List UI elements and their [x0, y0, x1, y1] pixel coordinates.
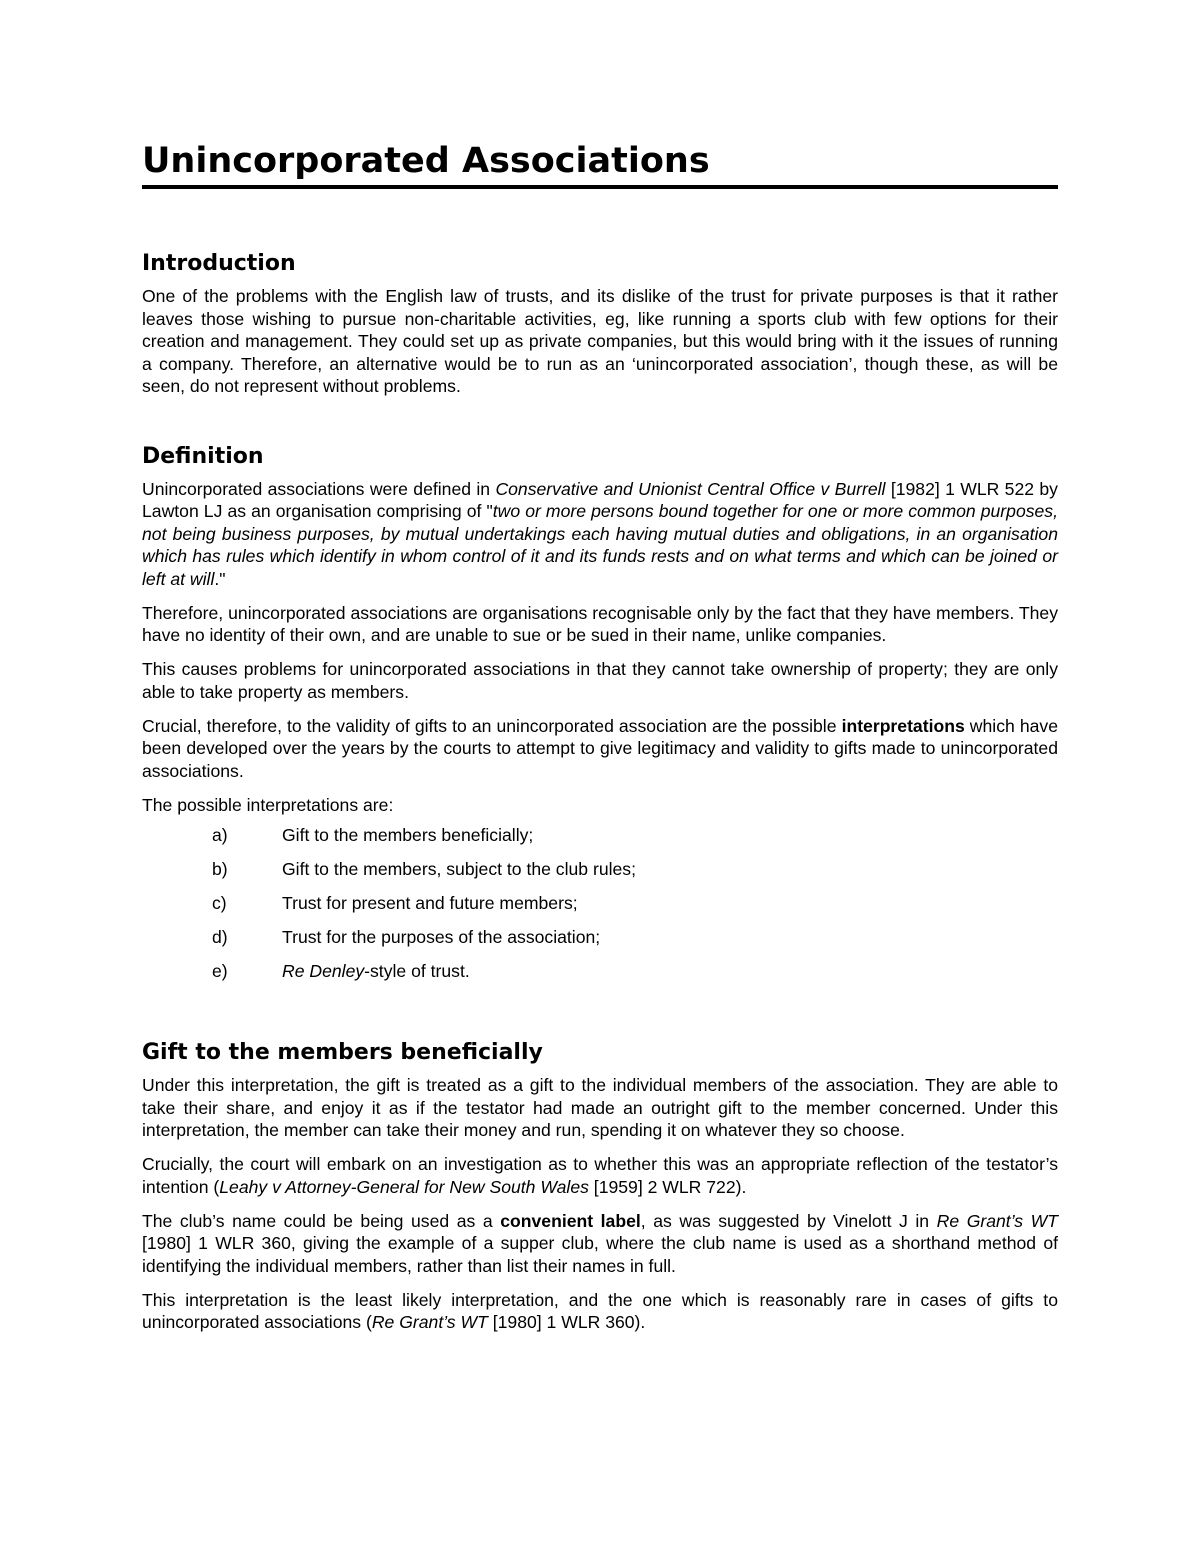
- gift-paragraph-2: [142, 1153, 1058, 1198]
- definition-paragraph-3: This causes problems for unincorporated associations in that they cannot take ownership of property; they are only able to take property as members.: [142, 659, 1058, 702]
- section-heading-introduction: Introduction: [142, 251, 296, 276]
- definition-paragraph-4: [142, 715, 1058, 783]
- case-citation: Re Grant’s WT: [371, 1312, 488, 1332]
- text-run: Crucially, the court will embark on an investigation as to whether this was an appropriate reflection of the testator’s intention (: [142, 1154, 1058, 1197]
- list-marker: c): [212, 893, 227, 913]
- case-citation: Re Denley: [282, 961, 365, 981]
- text-run: Crucial, therefore, to the validity of gifts to an unincorporated association are the possible: [142, 715, 842, 736]
- list-item: [142, 926, 1058, 960]
- list-text: Gift to the members beneficially;: [282, 825, 534, 845]
- text-run: This interpretation is the least likely interpretation, and the one which is reasonably rare in cases of gifts to unincorporated associations (: [142, 1289, 1058, 1332]
- text-run: [1980] 1 WLR 360, giving the example of a supper club, where the club name is used as a shorthand method of identifying the individual members, rather than list their names in full.: [142, 1233, 1058, 1276]
- document-title: Unincorporated Associations: [142, 140, 1058, 189]
- list-item: [142, 892, 1058, 926]
- text-run: [1982] 1 WLR 522 by Lawton LJ as an organisation comprising of ": [142, 478, 1058, 521]
- list-marker: d): [212, 927, 228, 947]
- list-marker: b): [212, 859, 228, 879]
- case-citation: Leahy v Attorney-General for New South Wales: [219, 1176, 589, 1197]
- section-heading-gift-to-members: Gift to the members beneficially: [142, 1040, 543, 1065]
- text-run: The club’s name could be being used as a: [142, 1210, 501, 1231]
- introduction-paragraph: One of the problems with the English law of trusts, and its dislike of the trust for private purposes is that it rather leaves those wishing to pursue non-charitable activities, eg, like running a sports club with few options for their creation and management. They could set up as private companies, but this would bring with it the issues of running a company. Therefore, an alternative would be to run as an ‘unincorporated association’, though these, as will be seen, do not represent without problems.: [142, 286, 1058, 396]
- list-text: [282, 960, 470, 994]
- case-citation: Re Grant’s WT: [936, 1210, 1058, 1231]
- text-run: .": [214, 568, 226, 589]
- text-run: [1980] 1 WLR 360).: [487, 1312, 646, 1332]
- list-item: [142, 960, 1058, 994]
- definition-paragraph-1: [142, 478, 1058, 591]
- gift-paragraph-4: [142, 1289, 1058, 1334]
- definition-quote: two or more persons bound together for one or more common purposes, not being business purposes, by mutual undertakings each having mutual duties and obligations, in an organisation which has rules which identify in whom control of it and its funds rests and on what terms and which can be joined or left at will: [142, 501, 1058, 589]
- list-item: [142, 824, 1058, 858]
- text-run: Unincorporated associations were defined in: [142, 478, 496, 499]
- text-run: which have been developed over the years by the courts to attempt to give legitimacy and validity to gifts made to unincorporated associations.: [142, 715, 1058, 781]
- definition-paragraph-2: Therefore, unincorporated associations are organisations recognisable only by the fact that they have members. They have no identity of their own, and are unable to sue or be sued in their name, unlike companies.: [142, 602, 1058, 645]
- definition-paragraph-5: The possible interpretations are:: [142, 794, 394, 815]
- interpretations-list: [142, 824, 1058, 994]
- text-run: , as was suggested by Vinelott J in: [640, 1210, 937, 1231]
- case-citation: Conservative and Unionist Central Office v Burrell: [495, 478, 886, 499]
- emphasis-interpretations: interpretations: [841, 715, 965, 736]
- document-page: [142, 140, 1058, 1334]
- list-text: Trust for the purposes of the association;: [282, 927, 601, 947]
- section-heading-definition: Definition: [142, 443, 264, 469]
- text-run: [1959] 2 WLR 722).: [588, 1176, 747, 1197]
- gift-paragraph-1: Under this interpretation, the gift is treated as a gift to the individual members of the association. They are able to take their share, and enjoy it as if the testator had made an outright gift to the member concerned. Under this interpretation, the member can take their money and run, spending it on whatever they so choose.: [142, 1075, 1058, 1140]
- list-marker: a): [212, 825, 228, 845]
- gift-paragraph-3: [142, 1210, 1058, 1278]
- list-item: [142, 858, 1058, 892]
- emphasis-convenient-label: convenient label: [500, 1210, 641, 1231]
- list-marker: e): [212, 961, 228, 981]
- list-text: Trust for present and future members;: [282, 893, 578, 913]
- list-text: Gift to the members, subject to the club rules;: [282, 859, 636, 879]
- text-run: -style of trust.: [364, 961, 470, 981]
